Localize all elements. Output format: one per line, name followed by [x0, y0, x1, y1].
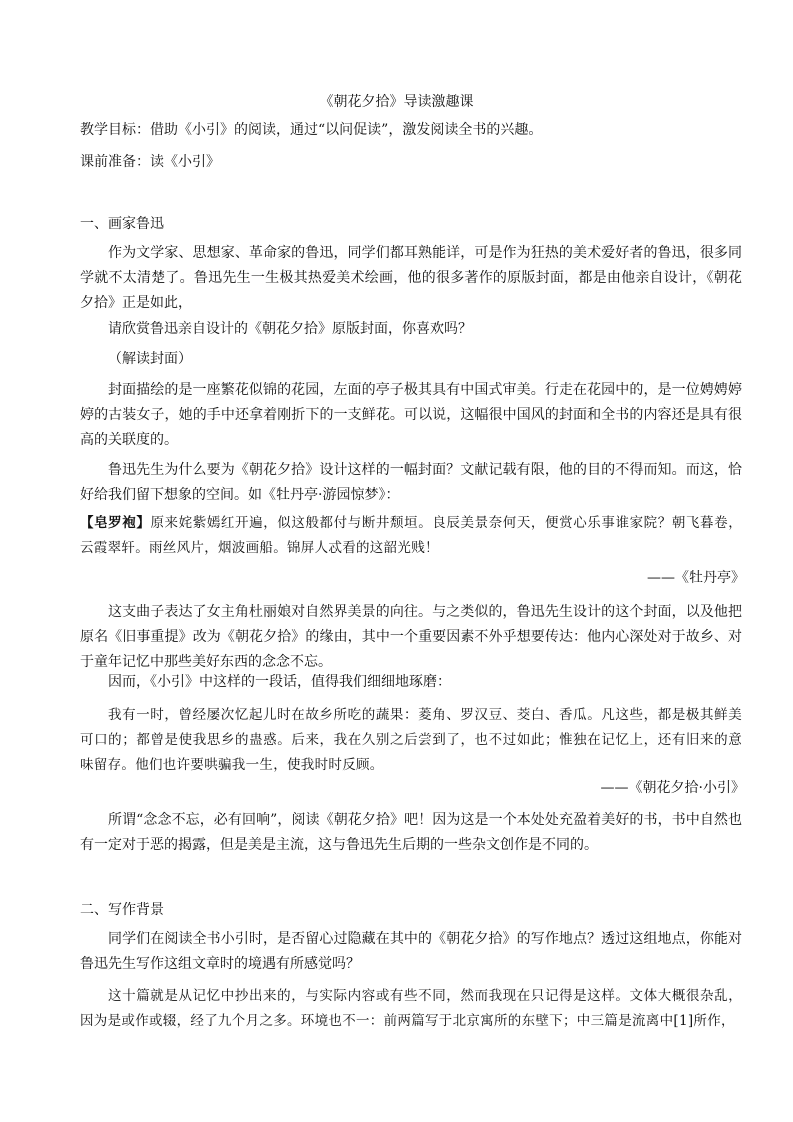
quote-attribution-2: ——《朝花夕拾·小引》 — [600, 780, 745, 796]
section1-paragraph-5: 鲁迅先生为什么要为《朝花夕拾》设计这样的一幅封面？文献记载有限，他的目的不得而知。而这，恰好给我们留下想象的空间。如《牡丹亭·游园惊梦》： — [80, 462, 742, 503]
section1-paragraph-1: 作为文学家、思想家、革命家的鲁迅，同学们都耳熟能详，可是作为狂热的美术爱好者的鲁迅，很多同学就不太清楚了。鲁迅先生一生极其热爱美术绘画，他的很多著作的原版封面，都是由他亲自设计，《朝花夕拾》正是如此， — [80, 245, 742, 311]
quote-label: 【皂罗袍】 — [80, 515, 151, 531]
quote-text: 原来姹紫嫣红开遍，似这般都付与断井颓垣。良辰美景奈何天，便赏心乐事谁家院？朝飞暮卷，云霞翠轩。雨丝风片，烟波画船。锦屏人忒看的这韶光贱！ — [80, 515, 743, 556]
section-heading-2: 二、写作背景 — [80, 902, 164, 918]
class-preparation: 课前准备：读《小引》 — [80, 154, 220, 170]
section1-paragraph-8: 所谓“念念不忘，必有回响”，阅读《朝花夕拾》吧！因为这是一个本处处充盈着美好的书，书中自然也有一定对于恶的揭露，但是美是主流，这与鲁迅先生后期的一些杂文创作是不同的。 — [80, 812, 742, 853]
teaching-goal: 教学目标：借助《小引》的阅读，通过“以问促读”，激发阅读全书的兴趣。 — [80, 122, 543, 138]
section-heading-1: 一、画家鲁迅 — [80, 216, 164, 232]
section1-paragraph-6: 这支曲子表达了女主角杜丽娘对自然界美景的向往。与之类似的，鲁迅先生设计的这个封面，以及他把原名《旧事重提》改为《朝花夕拾》的缘由，其中一个重要因素不外乎想要传达：他内心深处对于故乡、对于童年记忆中那些美好东西的念念不忘。 — [80, 604, 742, 670]
section1-paragraph-3: （解读封面） — [108, 351, 192, 367]
section1-paragraph-2: 请欣赏鲁迅亲自设计的《朝花夕拾》原版封面，你喜欢吗？ — [108, 321, 472, 337]
peony-pavilion-quote — [80, 511, 742, 561]
document-title: 《朝花夕拾》导读激趣课 — [319, 94, 474, 110]
section1-paragraph-7: 因而，《小引》中这样的一段话，值得我们细细地琢磨： — [108, 674, 451, 690]
section2-quote: 这十篇就是从记忆中抄出来的，与实际内容或有些不同，然而我现在只记得是这样。文体大概很杂乱，因为是或作或辍，经了九个月之多。环境也不一：前两篇写于北京寓所的东壁下；中三篇是流离中[1]所作， — [80, 988, 742, 1029]
section2-paragraph-1: 同学们在阅读全书小引时，是否留心过隐藏在其中的《朝花夕拾》的写作地点？透过这组地点，你能对鲁迅先生写作这组文章时的境遇有所感觉吗？ — [80, 931, 742, 972]
quote-attribution-1: ——《牡丹亭》 — [647, 570, 745, 586]
small-preface-quote: 我有一时，曾经屡次忆起儿时在故乡所吃的蔬果：菱角、罗汉豆、茭白、香瓜。凡这些，都是极其鲜美可口的；都曾是使我思乡的蛊惑。后来，我在久别之后尝到了，也不过如此；惟独在记忆上，还有旧来的意味留存。他们也许要哄骗我一生，使我时时反顾。 — [80, 707, 742, 773]
section1-paragraph-4: 封面描绘的是一座繁花似锦的花园，左面的亭子极其具有中国式审美。行走在花园中的，是一位娉娉婷婷的古装女子，她的手中还拿着刚折下的一支鲜花。可以说，这幅很中国风的封面和全书的内容还是具有很高的关联度的。 — [80, 382, 742, 448]
